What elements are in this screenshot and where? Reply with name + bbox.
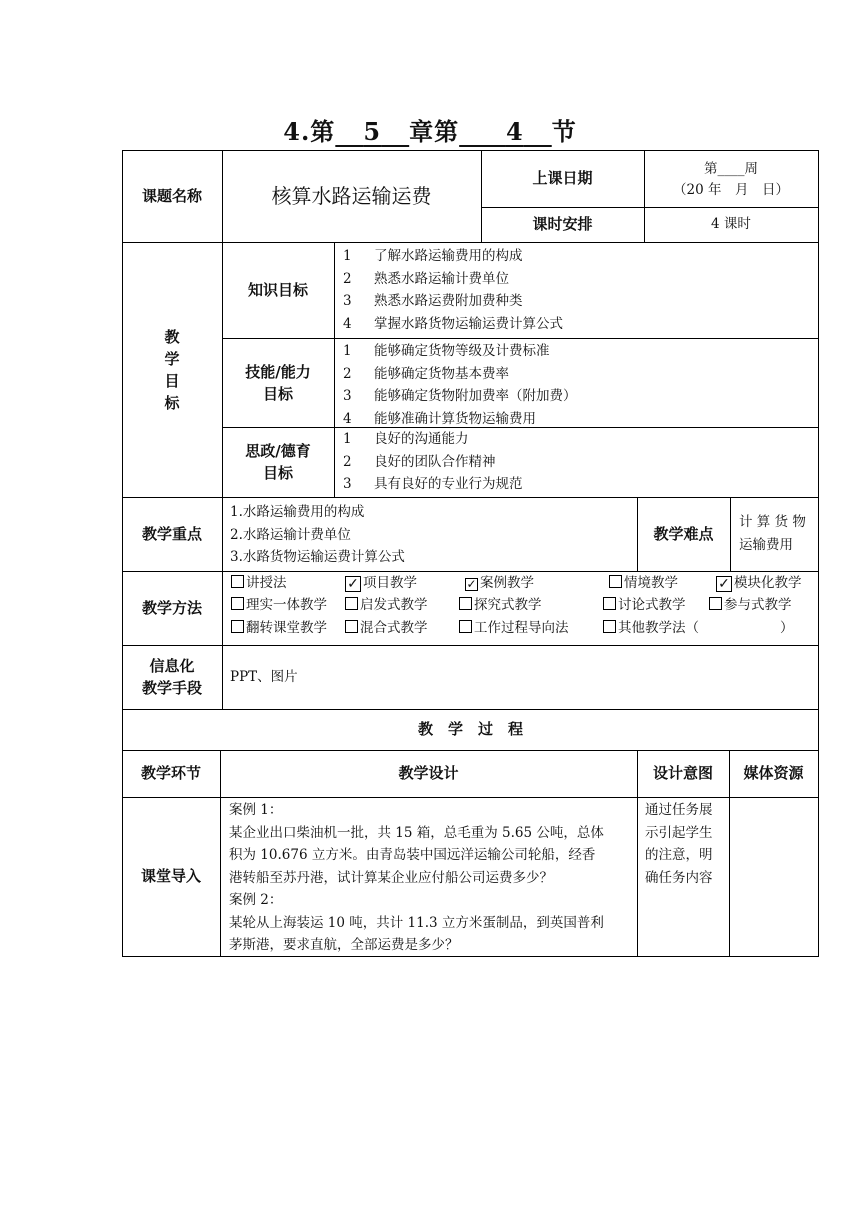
col-design-header: 教学设计 [398, 764, 459, 783]
method-modular[interactable]: ✓ 模块化教学 [716, 572, 802, 594]
class-date [644, 152, 818, 207]
moral-goals-label: 思政/德育 目标 [245, 442, 311, 482]
checkbox-icon[interactable] [231, 597, 244, 610]
methods-row-2 [231, 594, 821, 616]
method-blended[interactable]: 混合式教学 [345, 617, 428, 639]
list-item: 1 了解水路运输费用的构成 [343, 248, 523, 264]
info-tech-label: 信息化 教学手段 [141, 657, 202, 697]
list-item: 4 能够准确计算货物运输费用 [343, 410, 536, 427]
goals-label: 教 学 目 标 [164, 327, 180, 412]
checkbox-icon[interactable] [459, 620, 472, 633]
skill-goals-list [343, 340, 577, 430]
checkbox-icon[interactable] [345, 597, 358, 610]
list-item: 3 具有良好的专业行为规范 [343, 476, 523, 492]
list-item: 2 熟悉水路运输计费单位 [343, 270, 509, 287]
moral-goals-list [343, 428, 523, 496]
list-item: 1.水路运输费用的构成 [230, 504, 365, 520]
class-week: 第____周 [704, 160, 758, 177]
info-tech-value: PPT、图片 [230, 669, 298, 685]
checkbox-icon[interactable] [603, 597, 616, 610]
method-participatory[interactable]: 参与式教学 [709, 594, 792, 616]
design-cell: 案例 1： 某企业出口柴油机一批，共 15 箱，总毛重为 5.65 公吨，总体 积为 10.676 立方米。由青岛装中国远洋运输公司轮船，经香 港转船至苏丹港，试计算某企业应付船公司运费多少？ 案例 2： 某轮从上海装运 10 吨，共计 11.3 立方米蛋制品，到英国普利 茅斯港，要求直航，全部运费是多少？ [229, 802, 604, 953]
method-inquiry[interactable]: 探究式教学 [459, 594, 542, 616]
hours-value: 4 课时 [711, 216, 751, 233]
section-number: 4 [505, 117, 524, 146]
method-project[interactable]: ✓ 项目教学 [345, 572, 417, 594]
checkbox-icon[interactable] [459, 597, 472, 610]
list-item: 2.水路运输计费单位 [230, 526, 351, 543]
checkbox-icon[interactable] [603, 620, 616, 633]
list-item: 1 良好的沟通能力 [343, 431, 469, 447]
methods-label: 教学方法 [141, 598, 202, 617]
checkbox-icon[interactable] [609, 575, 622, 588]
checkbox-checked-icon[interactable]: ✓ [466, 577, 477, 591]
methods-row-3 [231, 617, 821, 639]
method-case[interactable]: ✓ 案例教学 [466, 575, 534, 591]
difficulty-label: 教学难点 [653, 524, 714, 543]
checkbox-icon[interactable] [345, 620, 358, 633]
date-label: 上课日期 [532, 169, 593, 188]
key-points-label: 教学重点 [141, 524, 202, 543]
process-title: 教 学 过 程 [417, 720, 523, 739]
title-prefix: 4.第 [283, 117, 336, 146]
method-other[interactable]: 其他教学法（ ） [603, 617, 794, 639]
methods-row-1 [231, 572, 821, 594]
list-item: 4 掌握水路货物运输运费计算公式 [343, 315, 563, 332]
intent-cell: 通过任务展 示引起学生 的注意，明 确任务内容 [645, 802, 713, 886]
method-work-process[interactable]: 工作过程导向法 [459, 617, 569, 639]
col-intent-header: 设计意图 [652, 764, 713, 783]
difficulty-text: 计 算 货 物 运输费用 [739, 514, 806, 553]
method-discussion[interactable]: 讨论式教学 [603, 594, 686, 616]
class-date-value: （20 年 月 日） [673, 181, 789, 198]
checkbox-checked-icon[interactable]: ✓ [716, 576, 732, 592]
title-mid: 章第 [409, 117, 460, 146]
list-item: 3 熟悉水路运费附加费种类 [343, 293, 523, 309]
course-name: 核算水路运输运费 [271, 184, 432, 208]
page-title [0, 112, 860, 147]
title-suffix: 节 [551, 117, 577, 146]
chapter-number: 5 [363, 117, 382, 146]
course-name-label: 课题名称 [141, 186, 202, 205]
knowledge-goals-label: 知识目标 [247, 280, 308, 299]
list-item: 3 能够确定货物附加费率（附加费） [343, 388, 577, 404]
method-integrated[interactable]: 理实一体教学 [231, 594, 327, 616]
method-scenario[interactable]: 情境教学 [609, 572, 678, 594]
knowledge-goals-list [343, 245, 563, 335]
method-flipped[interactable]: 翻转课堂教学 [231, 617, 327, 639]
checkbox-icon[interactable] [231, 575, 244, 588]
col-stage-header: 教学环节 [140, 764, 201, 783]
list-item: 2 良好的团队合作精神 [343, 453, 496, 470]
skill-goals-label: 技能/能力 目标 [245, 362, 311, 403]
col-media-header: 媒体资源 [743, 764, 804, 783]
checkbox-checked-icon[interactable]: ✓ [345, 576, 361, 592]
checkbox-icon[interactable] [709, 597, 722, 610]
checkbox-icon[interactable] [231, 620, 244, 633]
stage-cell: 课堂导入 [140, 867, 201, 886]
list-item: 3.水路货物运输运费计算公式 [230, 549, 405, 565]
method-heuristic[interactable]: 启发式教学 [345, 594, 428, 616]
key-points-list [230, 501, 405, 569]
list-item: 1 能够确定货物等级及计费标准 [343, 343, 550, 359]
hours-label: 课时安排 [532, 215, 593, 234]
list-item: 2 能够确定货物基本费率 [343, 365, 509, 382]
method-lecture[interactable]: 讲授法 [231, 572, 287, 594]
